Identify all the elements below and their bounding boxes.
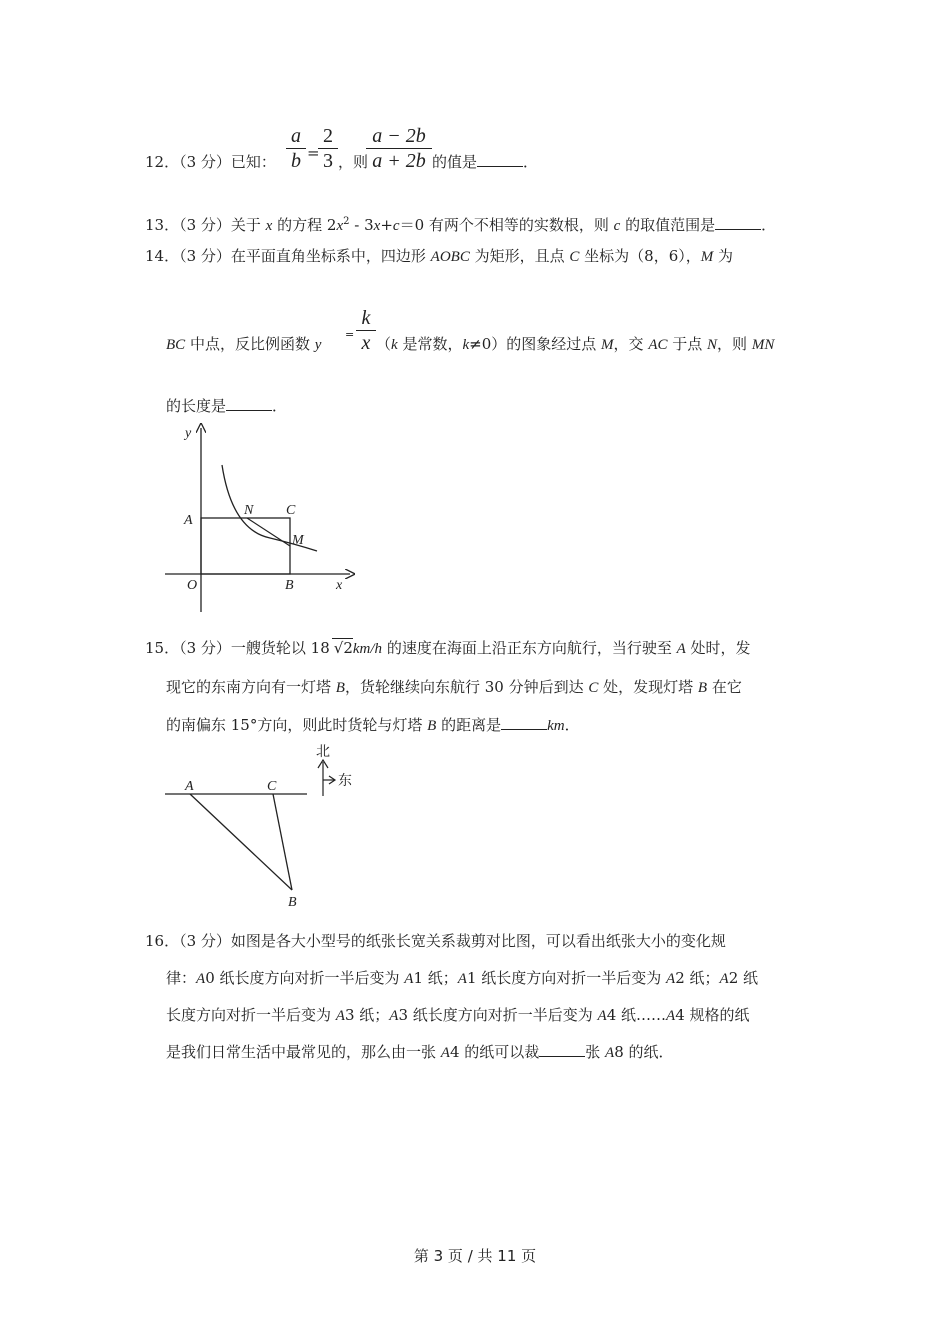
q16-text: 0 纸长度方向对折一半后变为 [205,969,405,987]
q13-text: - 3 [349,216,374,234]
q12-frac2 [318,124,338,173]
q15-line2 [166,677,742,698]
q13-var: c [613,218,621,234]
q14-var: M [700,249,714,265]
q16-text: 2 纸 [728,969,758,987]
q16-var: A [335,1008,345,1024]
q14-eq: = [345,328,355,341]
q15-unit: km [547,718,565,734]
q14-text: ，交 [613,335,649,353]
q16-var: A [719,971,729,987]
segment-ab [190,794,292,890]
q14-frac-den: x [361,332,371,354]
q14-text: 的长度是 [166,397,227,415]
q16-var: A [440,1045,450,1061]
q14-frac [356,306,376,355]
q16-var: A [389,1008,399,1024]
compass-icon [318,760,335,796]
label-x: x [336,578,343,593]
q15-var: B [697,680,708,696]
q16-var: A [597,1008,607,1024]
q14-text: 为 [713,247,734,265]
q12-frac2-num: 2 [323,125,333,147]
q15-var: A [676,641,686,657]
q14-var: C [569,249,580,265]
q15-unit: km/h [352,641,383,657]
q12-suffix: 的值是 [432,153,478,171]
q12-line [145,152,276,172]
q13-prefix: 13．（3 分）关于 [145,216,266,234]
q12-mid: ，则 [338,153,369,171]
q14-text: 是常数， [397,335,463,353]
q13-text: + [380,216,393,234]
q12-answer-blank[interactable] [477,152,523,167]
label-y: y [185,426,192,441]
q16-text: 2 纸； [675,969,720,987]
q16-var: A [457,971,467,987]
q12-suffix-line [432,152,538,172]
q14-var: y [314,337,322,353]
q15-text: 的速度在海面上沿正东方向航行，当行驶至 [382,639,677,657]
sqrt-value: 2 [343,639,353,657]
q12-eq: = [307,144,320,162]
page-footer: 第 3 页 / 共 11 页 [413,1247,537,1265]
q15-text: 的南偏东 15°方向，则此时货轮与灯塔 [166,716,428,734]
label-east: 东 [338,773,352,789]
q16-var: A [196,971,206,987]
q15-line1 [145,638,751,659]
q16-text: 8 的纸． [614,1043,674,1061]
q14-var: k [462,337,470,353]
q14-var: k [391,337,398,353]
q16-answer-blank[interactable] [539,1042,585,1057]
segment-mn [247,518,290,546]
label-A: A [185,779,194,794]
q14-line3 [166,396,287,416]
q13-var: c [392,218,400,234]
q16-text: 16．（3 分）如图是各大小型号的纸张长宽关系裁剪对比图，可以看出纸张大小的变化规 [145,932,726,950]
q16-var: A [605,1045,615,1061]
q13-answer-blank[interactable] [715,215,761,230]
q15-var: B [335,680,345,696]
q16-text: 张 [585,1043,606,1061]
q15-answer-blank[interactable] [501,715,547,730]
q14-line2a [166,334,321,355]
q12-frac3-den: a + 2b [372,150,426,172]
label-B: B [288,895,297,910]
q13-var: x [373,218,381,234]
q13-line [145,212,776,236]
q15-end: ． [564,716,580,734]
q12-end: ． [523,153,539,171]
q15-var: B [427,718,437,734]
q14-var: M [601,337,614,353]
q13-text: ＝0 有两个不相等的实数根，则 [399,216,614,234]
q16-text: 1 纸长度方向对折一半后变为 [466,969,667,987]
q16-line2 [166,968,758,989]
q16-line1 [145,931,726,951]
q13-text: 的取值范围是 [620,216,716,234]
q16-line4 [166,1042,674,1063]
q13-var: x [336,218,344,234]
q14-var: N [707,337,718,353]
q16-text: 3 纸长度方向对折一半后变为 [398,1006,598,1024]
q12-frac1-num: a [291,125,301,147]
q15-figure [160,740,370,915]
q13-end: ． [761,216,777,234]
sqrt-sign: √2 [333,639,353,657]
q14-text: 14．（3 分）在平面直角坐标系中，四边形 [145,247,431,265]
q14-var: BC [166,337,186,353]
q14-text: 坐标为（8，6）， [579,247,701,265]
q12-frac1 [286,124,306,173]
q14-end: ． [272,397,288,415]
q12-frac3 [366,124,432,173]
q14-text: 于点 [667,335,708,353]
q16-text: 4 的纸可以裁 [449,1043,540,1061]
q16-var: A [666,1008,676,1024]
q15-text: ，货轮继续向东航行 30 分钟后到达 [344,678,589,696]
q14-text: （ [376,335,392,353]
q14-var: AC [648,337,668,353]
q13-text: 的方程 2 [272,216,337,234]
label-A: A [184,513,193,528]
q14-line2b [376,334,774,355]
q13-var: x [265,218,273,234]
q16-text: 4 规格的纸 [675,1006,750,1024]
q15-text: 的距离是 [436,716,502,734]
label-C: C [267,779,277,794]
q14-var: AOBC [430,249,470,265]
q14-text: 为矩形，且点 [469,247,570,265]
q14-figure [160,420,360,620]
q16-text: 3 纸； [344,1006,390,1024]
q15-line3 [166,715,580,736]
q16-text: 1 纸； [413,969,458,987]
label-B: B [285,578,294,593]
q14-text: ，则 [717,335,752,353]
q14-text: ≠0）的图象经过点 [469,335,602,353]
q14-answer-blank[interactable] [226,396,272,411]
q16-text: 长度方向对折一半后变为 [166,1006,336,1024]
q15-text: 处时，发 [685,639,751,657]
q16-var: A [666,971,676,987]
q14-var: MN [751,337,775,353]
label-N: N [244,503,254,518]
q16-text: 律： [166,969,197,987]
q16-line3 [166,1005,750,1026]
q12-frac2-den: 3 [323,150,333,172]
q14-line1 [145,246,733,267]
q15-text: 现它的东南方向有一灯塔 [166,678,336,696]
label-C: C [286,503,296,518]
rectangle-aobc [201,518,290,574]
q12-prefix: 12．（3 分）已知： [145,153,276,171]
q16-text: 是我们日常生活中最常见的，那么由一张 [166,1043,441,1061]
q15-text: 处，发现灯塔 [598,678,698,696]
q12-frac1-den: b [291,150,301,172]
q15-text: 在它 [707,678,742,696]
label-M: M [292,533,304,548]
q15-text: 15．（3 分）一艘货轮以 18 [145,639,330,657]
label-O: O [187,578,198,593]
q13-sup: 2 [343,216,350,227]
label-north: 北 [316,744,330,760]
q12-frac3-num: a − 2b [372,125,426,147]
q16-text: 4 纸…… [606,1006,667,1024]
q14-frac-num: k [361,307,371,329]
q14-text: 中点，反比例函数 [185,335,315,353]
q15-var: C [588,680,599,696]
q16-var: A [404,971,414,987]
